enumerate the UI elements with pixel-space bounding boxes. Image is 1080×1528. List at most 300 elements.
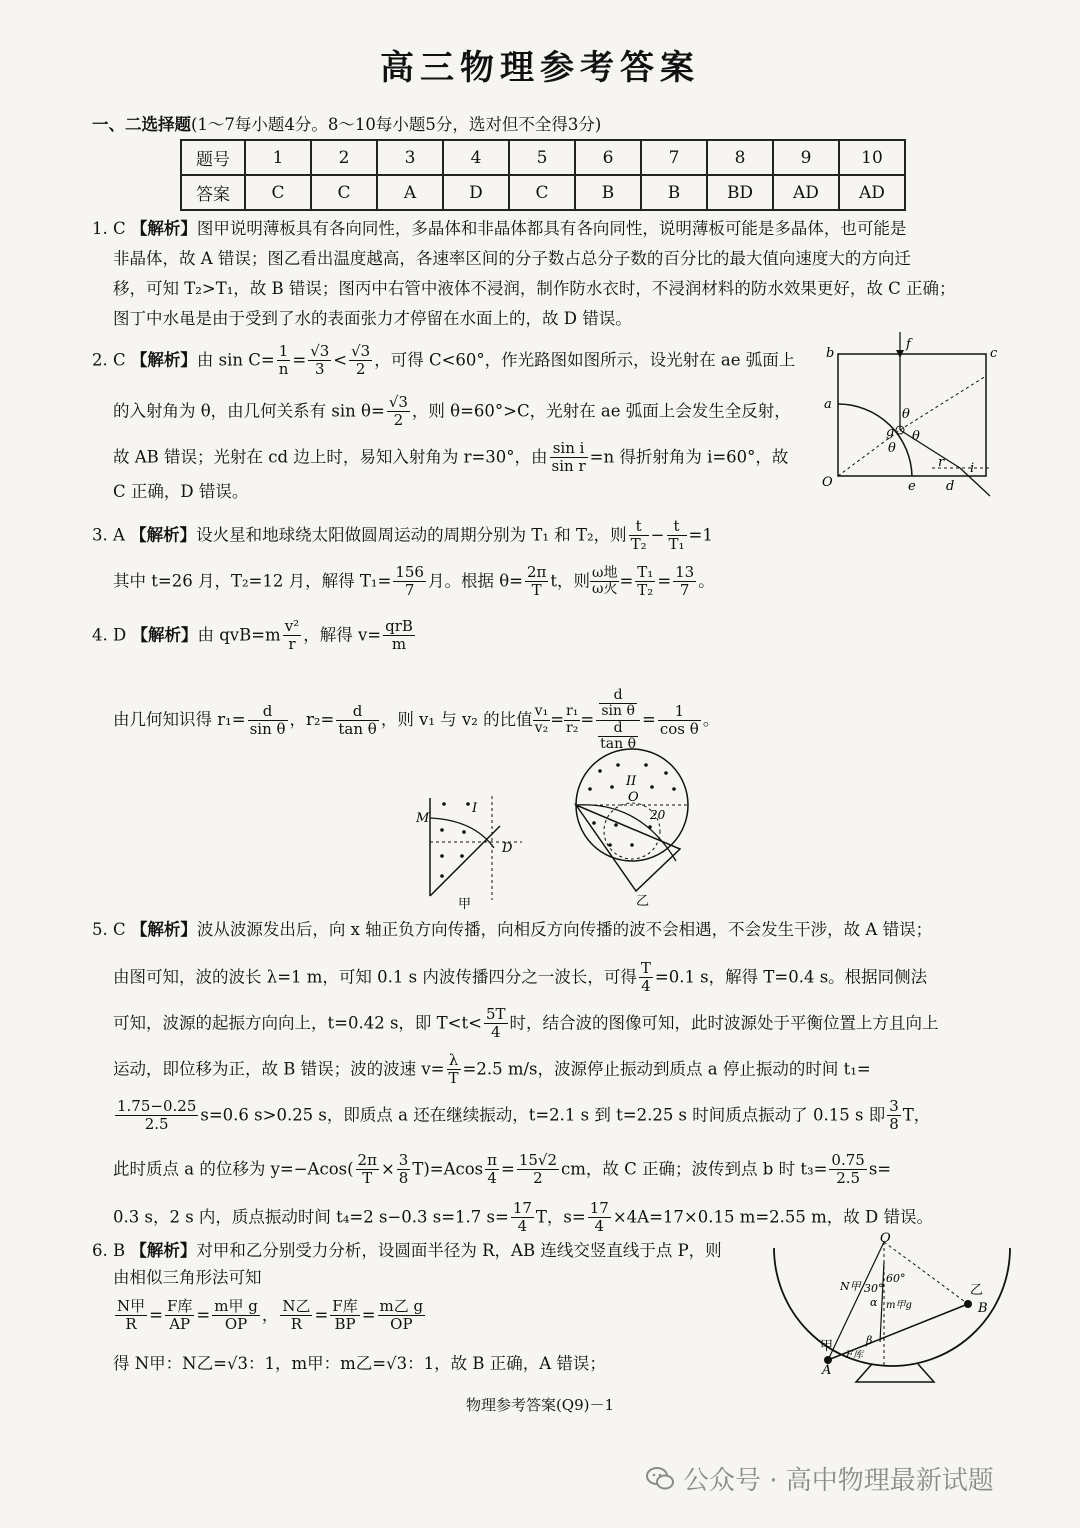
frac-den: T: [362, 1169, 373, 1188]
frac-num: [596, 688, 640, 721]
jia-label-I: I: [472, 801, 478, 816]
answer-cell: C: [245, 175, 311, 210]
frac-num: √3: [310, 342, 330, 360]
q6-line-1: [92, 1243, 722, 1260]
frac-num: T: [640, 959, 651, 977]
field-dot: [650, 785, 654, 789]
question-number-cell: 10: [839, 140, 905, 175]
q4-op: =: [550, 709, 565, 729]
frac-num: 0.75: [831, 1151, 865, 1169]
q6-frac: [165, 1298, 194, 1334]
q6-text: 对甲和乙分别受力分析，设圆面半径为 R，AB 连线交竖直线于点 P，则: [196, 1241, 722, 1260]
frac-den: sin θ: [601, 703, 635, 720]
q2-text: 由 sin C=: [196, 350, 275, 370]
frac-den: 2: [393, 411, 404, 430]
q5-frac: [485, 1152, 499, 1188]
frac-den: OP: [390, 1315, 413, 1334]
q2-text: ，则 θ=60°>C，光射在 ae 弧面上会发生全反射，: [411, 401, 791, 421]
frac-den: 8: [889, 1115, 899, 1134]
q5-text: T，s=: [535, 1207, 586, 1227]
frac-den: T: [531, 581, 542, 600]
q4-frac: [658, 703, 701, 739]
frac-num: 1: [658, 703, 701, 721]
q1-number: 1. C: [92, 219, 126, 238]
q3-op: =: [657, 571, 672, 591]
q2-label-i: i: [970, 461, 975, 476]
q5-frac: [356, 1152, 379, 1188]
q2-frac: [550, 440, 588, 476]
table-header-cell: 题号: [181, 140, 245, 175]
q6-frac: [378, 1298, 426, 1334]
q3-line-2: [113, 564, 715, 600]
field-dot: [442, 802, 446, 806]
frac-num: 15√2: [518, 1151, 558, 1169]
watermark: [645, 1458, 1065, 1498]
q2-label-theta: θ: [912, 429, 920, 444]
q5-op: =: [501, 1159, 515, 1179]
q3-text: =1: [688, 525, 713, 545]
field-dot: [648, 825, 652, 829]
q2-reflected-ray: [900, 430, 960, 468]
q4-line-2: [113, 688, 719, 753]
question-number-cell: 6: [575, 140, 641, 175]
q3-analysis-tag: 【解析】: [130, 525, 197, 545]
jia-trajectory: [430, 818, 494, 848]
q6-op: =: [149, 1305, 163, 1325]
q5-text: cm，故 C 正确；波传到点 b 时 t₃=: [561, 1159, 828, 1179]
q2-label-d: d: [946, 479, 955, 494]
frac-num: 2π: [526, 563, 547, 581]
field-dot: [610, 785, 614, 789]
frac-den: ω火: [592, 581, 618, 598]
frac-num: 5T: [485, 1005, 506, 1023]
q4-number: 4. D: [92, 625, 127, 645]
q2-frac: [387, 394, 410, 430]
q2-op: <: [333, 350, 348, 370]
q4-frac: [336, 703, 378, 739]
q5-frac: [115, 1098, 198, 1134]
frac-den: 3: [314, 360, 325, 379]
q3-text: 设火星和地球绕太阳做圆周运动的周期分别为 T₁ 和 T₂，则: [196, 525, 627, 545]
q3-frac: [635, 564, 655, 600]
frac-den: cos θ: [659, 719, 699, 738]
q4-text: 由几何知识得 r₁=: [113, 709, 246, 729]
q4-op: =: [642, 709, 656, 729]
section-heading: [92, 111, 601, 135]
field-dot: [462, 830, 466, 834]
q5-text: 0.3 s，2 s 内，质点振动时间 t₄=2 s−0.3 s=1.7 s=: [113, 1207, 509, 1227]
frac-den: 4: [641, 977, 651, 996]
answer-cell: BD: [707, 175, 773, 210]
q5-frac: [887, 1098, 901, 1134]
q2-label-theta: θ: [888, 441, 896, 456]
q2-frac: [277, 343, 291, 379]
frac-num: 17: [512, 1199, 532, 1217]
yi-caption: 乙: [636, 894, 650, 909]
field-dot: [644, 763, 648, 767]
answer-table: [180, 139, 906, 211]
q6-label-O: O: [880, 1231, 891, 1246]
q6-op: =: [196, 1305, 211, 1325]
q2-label-c: c: [990, 346, 998, 361]
q3-frac: [525, 564, 548, 600]
q6-label-alpha: α: [870, 1296, 878, 1309]
q6-label-beta: β: [866, 1334, 873, 1347]
jia-slope: [430, 826, 500, 896]
q2-box: [838, 354, 986, 476]
q6-label-jia: 甲: [820, 1339, 834, 1354]
q6-label-mg: m甲g: [886, 1300, 912, 1311]
q5-text: =2.5 m/s，波源停止振动到质点 a 停止振动的时间 t₁=: [462, 1059, 871, 1079]
frac-num: 156: [395, 563, 424, 581]
q1-line-1: [92, 221, 906, 238]
answer-cell: B: [575, 175, 641, 210]
q6-label-30: 30°: [864, 1282, 884, 1295]
frac-den: R: [125, 1315, 137, 1334]
frac-num: 13: [675, 563, 695, 581]
q2-label-f: f: [906, 337, 911, 352]
q5-line-6: [113, 1152, 891, 1188]
q5-text: 可知，波源的起振方向向上，t=0.42 s，即 T<t<: [113, 1013, 482, 1033]
q6-ball-B: [964, 1300, 972, 1308]
frac-den: 2: [533, 1169, 543, 1188]
question-number-cell: 3: [377, 140, 443, 175]
q6-frac: [280, 1298, 312, 1334]
q3-frac: [393, 564, 426, 600]
question-number-cell: 2: [311, 140, 377, 175]
frac-num: π: [487, 1151, 498, 1169]
frac-den: T₂: [630, 535, 647, 554]
q5-frac: [517, 1152, 559, 1188]
frac-num: v²: [284, 617, 300, 635]
q6-label-60: 60°: [886, 1272, 906, 1285]
frac-num: F库: [166, 1297, 193, 1315]
frac-den: r: [288, 635, 296, 654]
q4-frac: [248, 703, 288, 739]
yi-label-angle: 20: [650, 808, 666, 822]
q5-text: T，: [902, 1105, 931, 1125]
field-dot: [616, 763, 620, 767]
q4-frac: [533, 704, 551, 736]
answer-cell: C: [311, 175, 377, 210]
frac-den: 4: [594, 1217, 605, 1236]
q4-frac: [283, 618, 302, 654]
jia-label-D: D: [502, 841, 513, 856]
q6-label-N: N甲: [840, 1280, 861, 1293]
q2-op: =: [292, 350, 307, 370]
q5-line-3: [113, 1006, 939, 1042]
jia-label-M: M: [416, 811, 430, 826]
q2-label-e: e: [908, 479, 916, 494]
q5-text: 运动，即位移为正，故 B 错误；波的波速 v=: [113, 1059, 445, 1079]
frac-den: v₂: [534, 719, 549, 736]
q3-frac: [673, 564, 696, 600]
frac-den: T₂: [637, 581, 654, 600]
field-dot: [664, 771, 668, 775]
q5-analysis-tag: 【解析】: [130, 920, 197, 939]
q1-line-4: 图丁中水黾是由于受到了水的表面张力才停留在水面上的，故 D 错误。: [113, 309, 632, 328]
frac-den: 2.5: [836, 1169, 861, 1188]
frac-num: N乙: [282, 1297, 311, 1315]
table-header-cell: 答案: [181, 175, 245, 210]
frac-num: 3: [398, 1151, 409, 1169]
q2-line-1: [92, 343, 795, 379]
q5-text: T)=Acos: [412, 1159, 484, 1179]
frac-den: OP: [224, 1315, 248, 1334]
field-dot: [466, 802, 470, 806]
q5-op: ×: [380, 1159, 395, 1179]
q2-text: 故 AB 错误；光射在 cd 边上时，易知入射角为 r=30°，由: [113, 447, 548, 467]
q2-line-4: C 正确，D 错误。: [113, 482, 249, 501]
field-dot: [630, 843, 634, 847]
jia-field-dots: [440, 802, 470, 878]
q6-op: =: [314, 1305, 329, 1325]
frac-num: m甲 g: [214, 1297, 258, 1315]
q6-frac: [212, 1298, 260, 1334]
q6-label-yi: 乙: [970, 1283, 984, 1298]
q4-analysis-tag: 【解析】: [131, 625, 198, 645]
q2-analysis-tag: 【解析】: [130, 350, 197, 370]
frac-den: 7: [679, 581, 690, 600]
q5-text: s=: [868, 1159, 892, 1179]
watermark-text: 公众号 · 高中物理最新试题: [683, 1465, 994, 1496]
question-number-cell: 7: [641, 140, 707, 175]
q2-label-theta: θ: [902, 407, 910, 422]
q2-label-g: g: [886, 425, 895, 440]
wechat-icon: [645, 1465, 675, 1491]
frac-num: N甲: [117, 1297, 146, 1315]
q5-text: 此时质点 a 的位移为 y=−Acos(: [113, 1159, 354, 1179]
q5-line-1: [92, 922, 932, 939]
answer-cell: C: [509, 175, 575, 210]
q2-text: =n 得折射角为 i=60°，故: [589, 447, 789, 467]
frac-den: 4: [517, 1217, 528, 1236]
question-number-cell: 4: [443, 140, 509, 175]
q4-figure-jia: [412, 790, 532, 910]
q3-op: −: [650, 525, 665, 545]
q4-text: ，解得 v=: [303, 625, 382, 645]
q3-frac: [590, 566, 619, 598]
q1-line-3: 移，可知 T₂>T₁，故 B 错误；图丙中右管中液体不浸润，制作防水衣时，不浸润材料的防水效果更好，故 C 正确；: [113, 279, 956, 298]
question-number-cell: 8: [707, 140, 773, 175]
frac-num: t: [629, 518, 649, 536]
frac-den: m: [391, 635, 407, 654]
q4-line-1: [92, 618, 417, 654]
q3-text: t，则: [550, 571, 591, 591]
section-note: (1～7每小题4分。8～10每小题5分，选对但不全得3分): [191, 115, 602, 134]
q1-text: 图甲说明薄板具有各向同性，多晶体和非晶体都具有各向同性，说明薄板可能是多晶体，也可能是: [196, 219, 907, 238]
q6-line-4: 得 N甲：N乙=√3：1，m甲：m乙=√3：1，故 B 正确，A 错误；: [113, 1354, 606, 1373]
q3-text: 。: [698, 571, 715, 591]
question-number-cell: 1: [245, 140, 311, 175]
frac-num: 17: [589, 1199, 609, 1217]
frac-num: v₁: [534, 703, 549, 720]
q5-text: 时，结合波的图像可知，此时波源处于平衡位置上方且向上: [509, 1013, 939, 1033]
q5-text: 波从波源发出后，向 x 轴正负方向传播，向相反方向传播的波不会相遇，不会发生干涉，故 A 错误；: [196, 920, 933, 939]
field-dot: [460, 854, 464, 858]
frac-num: 1.75−0.25: [117, 1097, 197, 1115]
frac-num: d: [598, 721, 638, 737]
frac-den: T₁: [668, 535, 685, 554]
frac-num: sin i: [550, 440, 588, 458]
q5-frac: [588, 1200, 611, 1236]
q5-text: ×4A=17×0.15 m=2.55 m，故 D 错误。: [612, 1207, 934, 1227]
frac-den: tan θ: [338, 719, 377, 738]
field-dot: [598, 769, 602, 773]
frac-num: m乙 g: [379, 1297, 424, 1315]
q6-frac: [115, 1298, 147, 1334]
q6-number: 6. B: [92, 1241, 126, 1260]
q3-frac: [629, 518, 649, 554]
q2-text: ，可得 C<60°，作光路图如图所示，设光射在 ae 弧面上: [374, 350, 796, 370]
frac-num: d: [336, 703, 378, 721]
q4-frac: [383, 618, 415, 654]
yi-label-O: O: [628, 790, 639, 805]
q5-frac: [639, 960, 653, 996]
frac-num: d: [599, 688, 637, 704]
frac-den: 2: [355, 360, 366, 379]
q4-frac: [564, 704, 580, 736]
frac-num: λ: [447, 1052, 461, 1070]
q4-op: =: [580, 709, 595, 729]
frac-num: F库: [332, 1297, 358, 1315]
frac-den: r₂: [566, 719, 579, 736]
q3-number: 3. A: [92, 525, 125, 545]
field-dot: [592, 821, 596, 825]
frac-den: BP: [334, 1315, 356, 1334]
q6-line-3: [113, 1298, 427, 1334]
answer-cell: AD: [839, 175, 905, 210]
frac-den: tan θ: [600, 736, 637, 753]
page-title: 高三物理参考答案: [380, 48, 700, 88]
frac-den: 4: [487, 1169, 497, 1188]
q5-line-7: [113, 1200, 933, 1236]
answer-cell: A: [377, 175, 443, 210]
q4-figure-yi: [570, 745, 700, 909]
q6-op: =: [361, 1305, 376, 1325]
field-dot: [588, 787, 592, 791]
q5-frac: [484, 1006, 508, 1042]
q2-number: 2. C: [92, 350, 126, 370]
q5-line-5: [113, 1098, 930, 1134]
q2-text: 的入射角为 θ，由几何关系有 sin θ=: [113, 401, 385, 421]
q5-line-2: [113, 960, 927, 996]
q6-force-line: [880, 1262, 884, 1342]
frac-num: 2π: [357, 1151, 377, 1169]
q4-compound-frac: [596, 688, 640, 753]
field-dot: [440, 854, 444, 858]
q2-light-path-figure: [812, 332, 1002, 502]
q5-frac: [397, 1152, 411, 1188]
answer-table-answer-row: [181, 175, 905, 210]
q4-text: ，r₂=: [289, 709, 335, 729]
q3-text: 其中 t=26 月，T₂=12 月，解得 T₁=: [113, 571, 392, 591]
frac-num: √3: [388, 393, 408, 411]
q2-frac: [349, 343, 372, 379]
q5-text: =0.1 s，解得 T=0.4 s。根据同侧法: [654, 967, 928, 987]
q1-analysis-tag: 【解析】: [130, 219, 197, 238]
q4-text: 。: [702, 709, 720, 729]
frac-den: T: [448, 1069, 459, 1088]
q2-normal: [900, 376, 986, 430]
field-dot: [672, 787, 676, 791]
frac-den: R: [290, 1315, 303, 1334]
q3-text: 月。根据 θ=: [427, 571, 523, 591]
q3-op: =: [619, 571, 634, 591]
q2-line-3: [113, 440, 788, 476]
q3-frac: [667, 518, 687, 554]
frac-den: n: [278, 360, 289, 379]
frac-den: 7: [404, 581, 415, 600]
q5-number: 5. C: [92, 920, 126, 939]
q3-line-1: [92, 518, 713, 554]
q2-line-2: [113, 394, 791, 430]
frac-den: AP: [169, 1315, 191, 1334]
frac-den: sin r: [551, 457, 586, 476]
q4-text: ，则 v₁ 与 v₂ 的比值: [380, 709, 533, 729]
q5-text: s=0.6 s>0.25 s，即质点 a 还在继续振动，t=2.1 s 到 t=2.25 s 时间质点振动了 0.15 s 即: [200, 1105, 886, 1125]
q5-frac: [829, 1152, 866, 1188]
q2-frac: [308, 343, 331, 379]
q6-label-A: A: [822, 1363, 832, 1378]
q2-label-a: a: [824, 397, 832, 412]
frac-num: r₁: [566, 703, 579, 720]
frac-num: t: [667, 518, 687, 536]
field-dot: [440, 828, 444, 832]
q5-frac: [447, 1052, 461, 1088]
yi-label-II: II: [626, 774, 637, 789]
section-label: 一、二选择题: [92, 115, 191, 134]
q6-analysis-tag: 【解析】: [130, 1241, 197, 1260]
q1-line-2: 非晶体，故 A 错误；图乙看出温度越高，各速率区间的分子数占总分子数的百分比的最大值向速度大的方向迁: [113, 249, 911, 268]
q5-frac: [511, 1200, 534, 1236]
frac-num: ω地: [592, 564, 618, 581]
answer-cell: AD: [773, 175, 839, 210]
q6-label-F: F库: [846, 1350, 863, 1361]
q6-bowl-figure: [768, 1232, 1018, 1382]
q6-frac: [330, 1298, 359, 1334]
answer-table-number-row: [181, 140, 905, 175]
frac-num: d: [248, 703, 288, 721]
frac-num: qrB: [385, 617, 413, 635]
frac-num: √3: [351, 342, 371, 360]
frac-num: T₁: [637, 563, 654, 581]
q6-line-2: 由相似三角形法可知: [113, 1268, 262, 1287]
question-number-cell: 5: [509, 140, 575, 175]
q2-arc: [838, 404, 912, 476]
q5-line-4: [113, 1052, 871, 1088]
page-footer: 物理参考答案(Q9)－1: [465, 1396, 615, 1414]
q2-label-O: O: [822, 475, 833, 490]
q5-text: 由图可知，波的波长 λ=1 m，可知 0.1 s 内波传播四分之一波长，可得: [113, 967, 637, 987]
frac-den: sin θ: [249, 719, 286, 738]
inner-frac: [599, 688, 637, 720]
field-dot: [440, 874, 444, 878]
frac-den: 8: [398, 1169, 409, 1188]
answer-cell: B: [641, 175, 707, 210]
q4-text: 由 qvB=m: [197, 625, 281, 645]
frac-den: 2.5: [144, 1115, 169, 1134]
jia-caption: 甲: [458, 897, 472, 912]
q6-op: ，: [261, 1305, 279, 1325]
q2-label-b: b: [826, 346, 835, 361]
answer-cell: D: [443, 175, 509, 210]
question-number-cell: 9: [773, 140, 839, 175]
field-dot: [614, 823, 618, 827]
field-dot: [608, 843, 612, 847]
frac-num: 1: [277, 343, 291, 361]
q2-label-r: r: [938, 455, 945, 470]
